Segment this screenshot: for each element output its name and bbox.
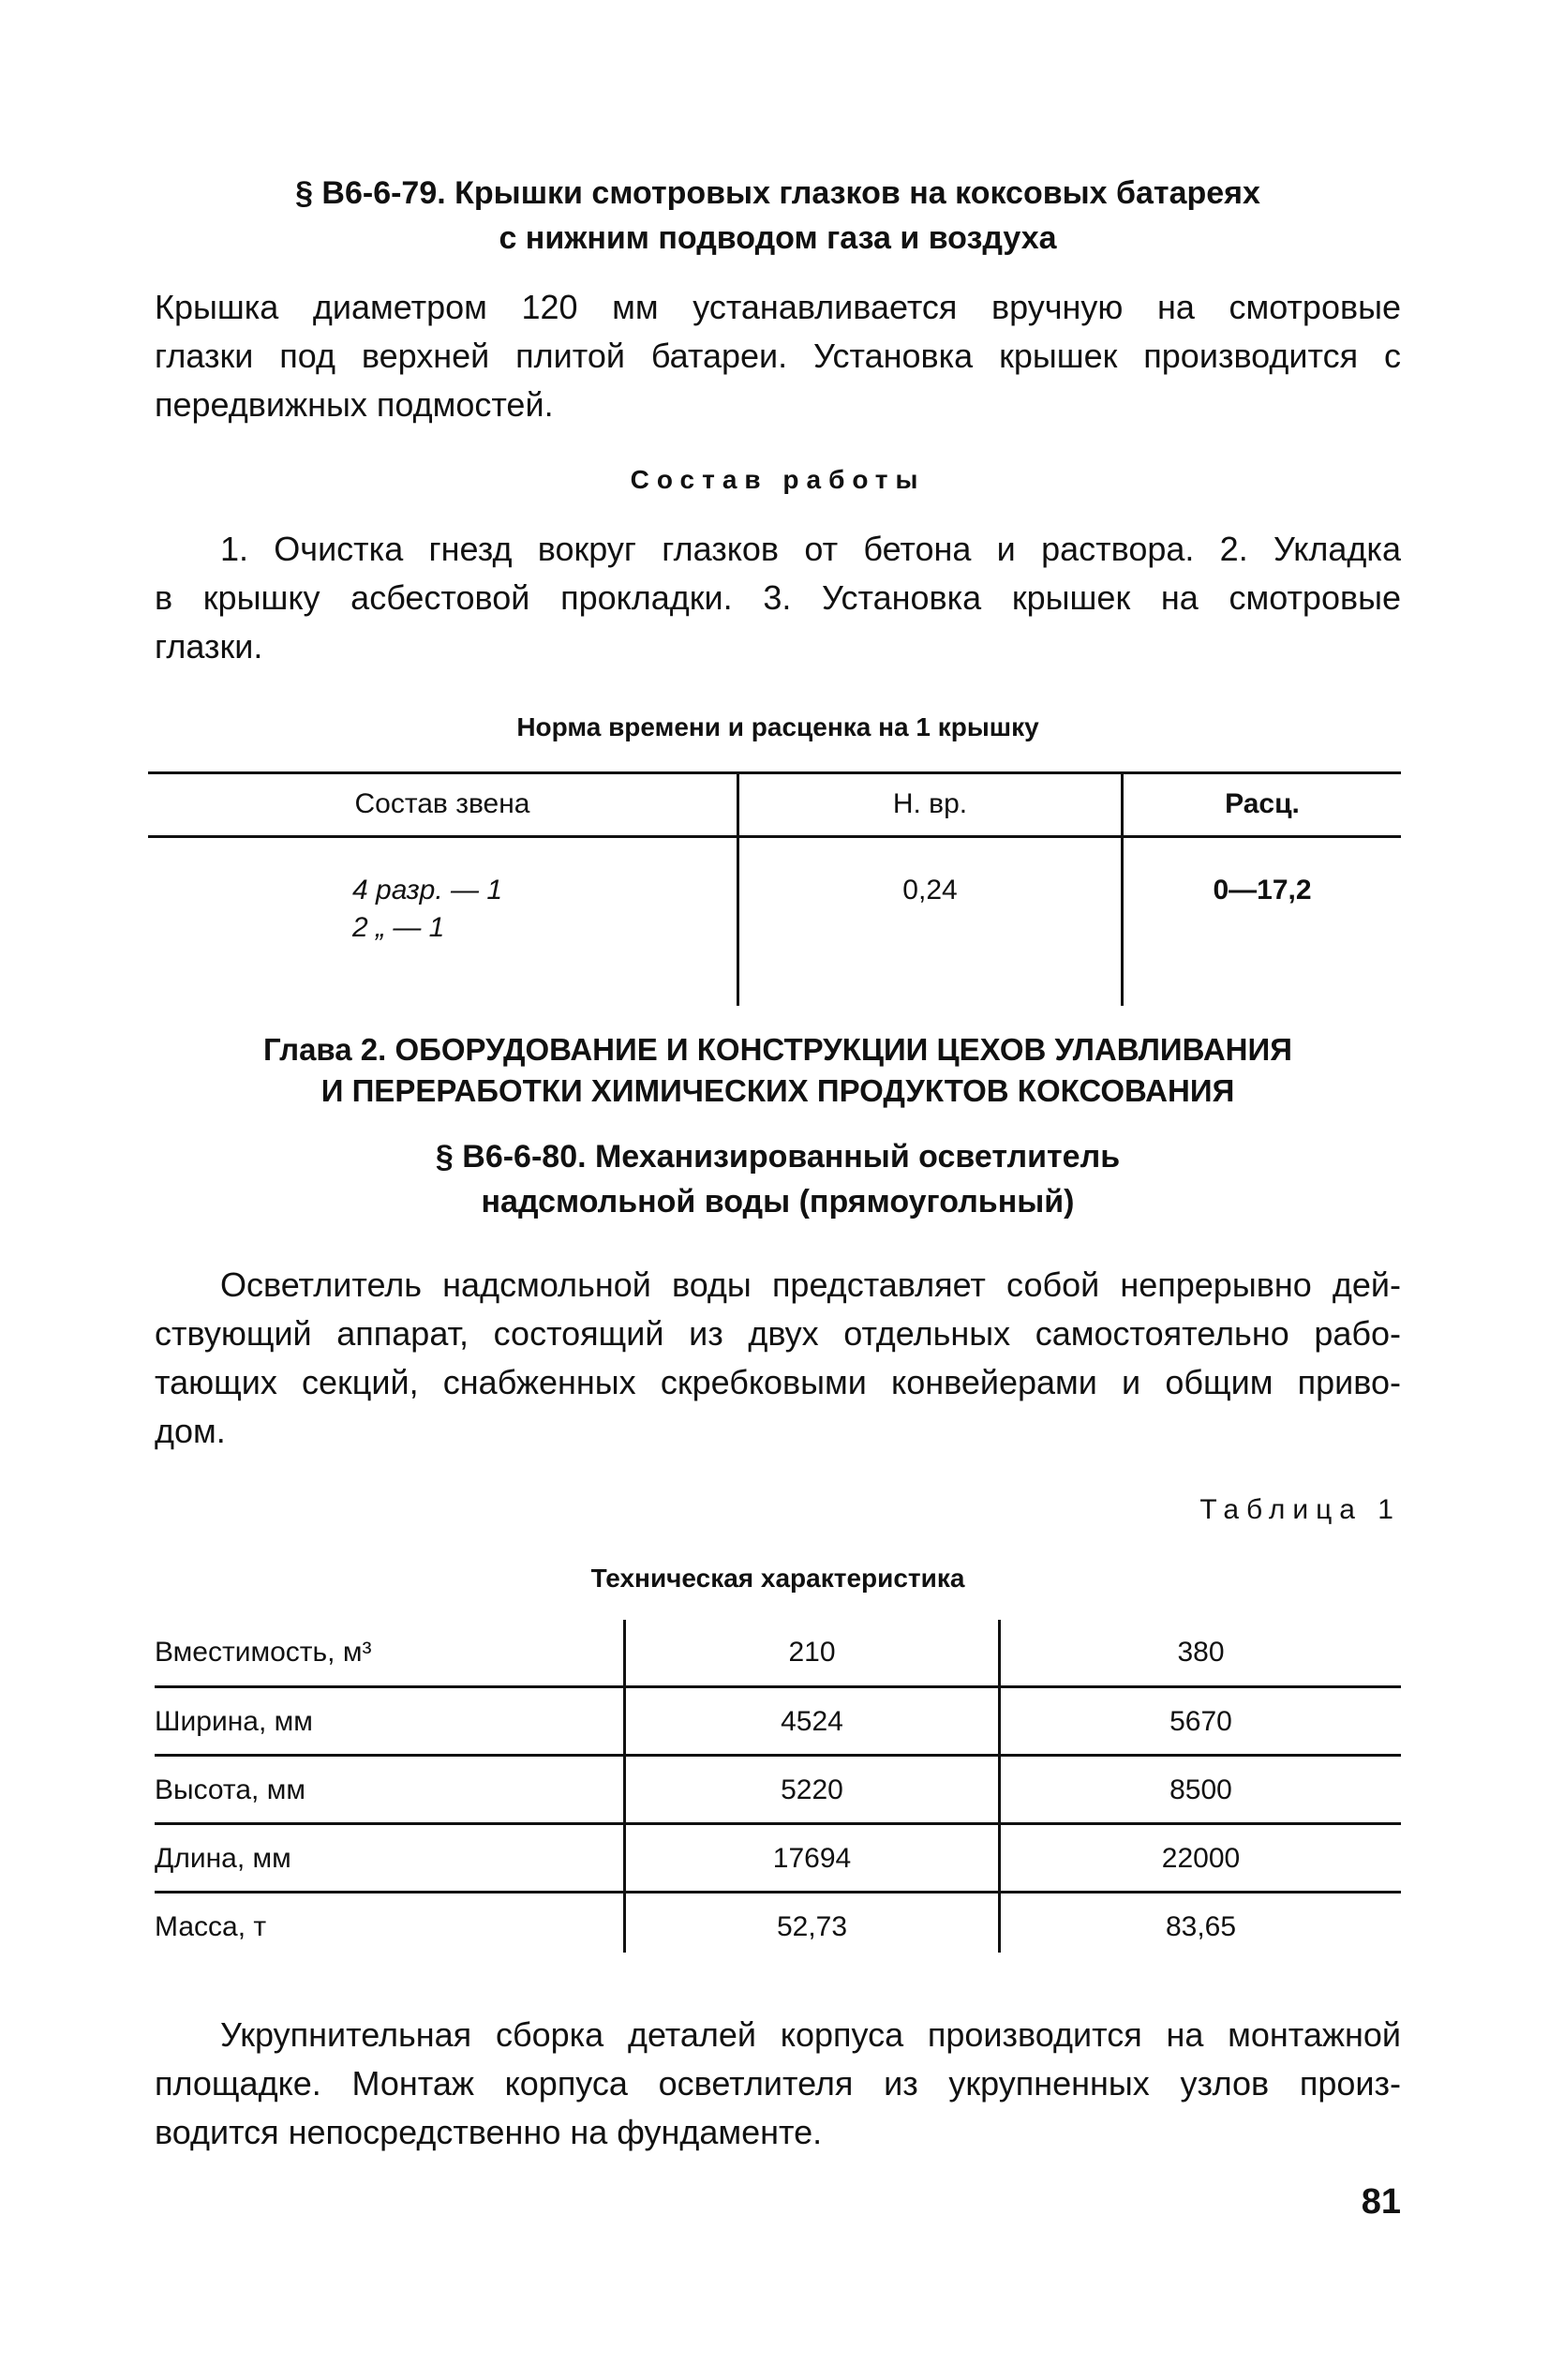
final-line3: водится непосредственно на фундаменте. (155, 2113, 823, 2151)
tech-row-4-v2: 83,65 (1165, 1911, 1237, 1942)
norm-crew-line1: 4 разр. — 1 (352, 875, 503, 906)
section-80-para-line3: тающих секций, снабженных скребковыми конвейерами и общим приво- (155, 1363, 1401, 1401)
work-composition-heading: Состав работы (630, 465, 926, 494)
tech-row-2-v1: 5220 (781, 1774, 843, 1805)
work-line2: в крышку асбестовой прокладки. 3. Установка крышек на смотровые (155, 578, 1401, 617)
chapter-2-line1: Глава 2. ОБОРУДОВАНИЕ И КОНСТРУКЦИИ ЦЕХОВ УЛАВЛИВАНИЯ (263, 1032, 1292, 1067)
norm-col-time: Н. вр. (892, 788, 968, 819)
section-79-para-line3: передвижных подмостей. (155, 385, 554, 424)
norm-table-top-rule (148, 771, 1401, 774)
tech-row-0-label: Вместимость, м³ (155, 1637, 372, 1668)
work-line1: 1. Очистка гнезд вокруг глазков от бетона и раствора. 2. Укладка (220, 530, 1401, 568)
tech-row-0-v2: 380 (1177, 1637, 1225, 1668)
tech-row-3-v2: 22000 (1161, 1843, 1241, 1874)
norm-table (148, 771, 1401, 1006)
norm-time-value: 0,24 (902, 875, 958, 906)
section-80-title-line2: надсмольной воды (прямоугольный) (481, 1184, 1075, 1220)
section-80-para-line4: дом. (155, 1412, 226, 1450)
norm-col-rate: Расц. (1225, 788, 1300, 819)
section-80-para-line1: Осветлитель надсмольной воды представляет собой непрерывно дей- (220, 1265, 1401, 1304)
section-80-title-line1: § В6-6-80. Механизированный осветлитель (435, 1139, 1121, 1175)
tech-row-1-v2: 5670 (1169, 1706, 1232, 1737)
tech-table-rule-4 (155, 1891, 1401, 1894)
tech-row-2-label: Высота, мм (155, 1774, 305, 1805)
norm-table-header-rule (148, 835, 1401, 838)
section-79-title-line1: § В6-6-79. Крышки смотровых глазков на коксовых батареях (295, 175, 1260, 211)
tech-table-rule-2 (155, 1754, 1401, 1757)
norm-rate-value: 0—17,2 (1213, 875, 1312, 906)
chapter-2-heading (155, 1029, 1401, 1112)
tech-row-1-v1: 4524 (781, 1706, 843, 1737)
tech-row-3-v1: 17694 (772, 1843, 852, 1874)
section-80-para-line2: ствующий аппарат, состоящий из двух отдельных самостоятельно рабо- (155, 1314, 1401, 1353)
tech-table-rule-1 (155, 1685, 1401, 1688)
norm-col-crew: Состав звена (354, 788, 530, 819)
tech-row-1-label: Ширина, мм (155, 1706, 313, 1737)
section-80-paragraph (155, 1261, 1401, 1456)
section-80-title (155, 1134, 1401, 1224)
chapter-2-line2: И ПЕРЕРАБОТКИ ХИМИЧЕСКИХ ПРОДУКТОВ КОКСОВАНИЯ (320, 1073, 1235, 1108)
tech-row-0-v1: 210 (788, 1637, 836, 1668)
tech-row-3-label: Длина, мм (155, 1843, 291, 1874)
tech-row-4-v1: 52,73 (776, 1911, 848, 1942)
section-79-paragraph (155, 283, 1401, 429)
section-79-title (155, 171, 1401, 261)
final-paragraph (155, 2011, 1401, 2157)
tech-table-title: Техническая характеристика (590, 1564, 965, 1593)
tech-row-4-label: Масса, т (155, 1911, 267, 1942)
section-79-title-line2: с нижним подводом газа и воздуха (499, 220, 1057, 256)
table-1-label: Таблица 1 (1199, 1494, 1401, 1525)
norm-crew-line2: 2 „ — 1 (352, 912, 445, 943)
page-number: 81 (1361, 2182, 1401, 2222)
tech-table (155, 1620, 1401, 1957)
work-composition-text (155, 525, 1401, 671)
final-line2: площадке. Монтаж корпуса осветлителя из укрупненных узлов произ- (155, 2064, 1401, 2103)
tech-row-2-v2: 8500 (1169, 1774, 1232, 1805)
final-line1: Укрупнительная сборка деталей корпуса производится на монтажной (220, 2015, 1401, 2054)
section-79-para-line2: глазки под верхней плитой батареи. Установка крышек производится с (155, 337, 1401, 375)
norm-heading: Норма времени и расценка на 1 крышку (516, 712, 1039, 741)
tech-table-rule-3 (155, 1822, 1401, 1825)
work-line3: глазки. (155, 627, 263, 666)
section-79-para-line1: Крышка диаметром 120 мм устанавливается вручную на смотровые (155, 288, 1401, 326)
